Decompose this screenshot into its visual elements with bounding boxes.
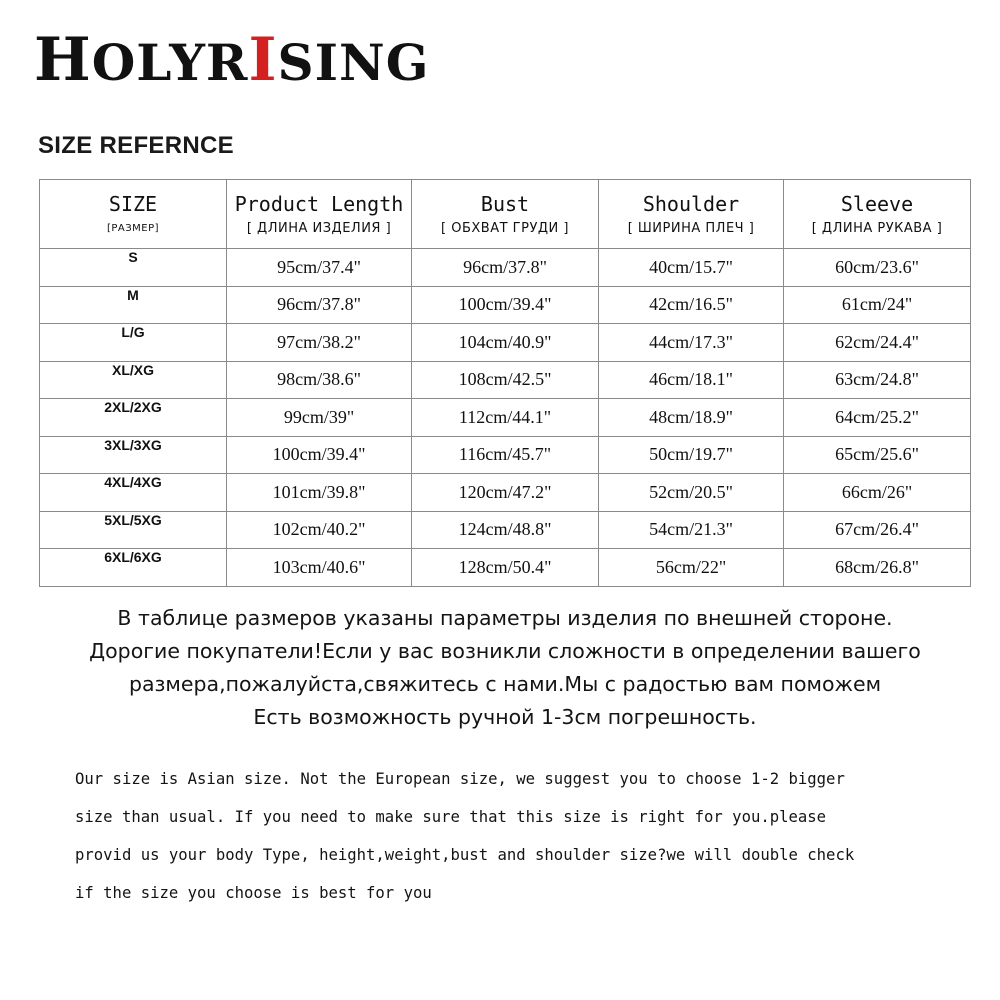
logo-part-2: SING	[277, 33, 430, 92]
length-cell: 99cm/39"	[227, 399, 412, 437]
page-title: SIZE REFERNCE	[38, 132, 234, 159]
shoulder-cell: 52cm/20.5"	[599, 474, 784, 512]
table-row	[40, 324, 971, 362]
length-cell: 97cm/38.2"	[227, 324, 412, 362]
size-cell: 4XL/4XG	[40, 474, 227, 512]
header-label: Product Length	[234, 192, 404, 216]
size-cell: S	[40, 249, 227, 287]
shoulder-cell: 42cm/16.5"	[599, 286, 784, 324]
size-table	[39, 179, 971, 587]
shoulder-cell: 40cm/15.7"	[599, 249, 784, 287]
russian-note-line: Есть возможность ручной 1-3см погрешность.	[253, 705, 757, 729]
header-label: Bust	[480, 192, 530, 216]
table-row	[40, 249, 971, 287]
header-bust	[412, 180, 599, 249]
header-label: Shoulder	[642, 192, 740, 216]
table-row	[40, 399, 971, 437]
table-row	[40, 549, 971, 587]
english-note	[75, 760, 990, 912]
header-size	[40, 180, 227, 249]
length-cell: 100cm/39.4"	[227, 436, 412, 474]
size-cell: 5XL/5XG	[40, 511, 227, 549]
sleeve-cell: 63cm/24.8"	[784, 361, 971, 399]
length-cell: 96cm/37.8"	[227, 286, 412, 324]
header-sublabel: [ ОБХВАТ ГРУДИ ]	[441, 221, 569, 236]
russian-note-line: Дорогие покупатели!Если у вас возникли сложности в определении вашего	[89, 639, 921, 663]
table-row	[40, 286, 971, 324]
russian-note-line: размера,пожалуйста,свяжитесь с нами.Мы с радостью вам поможем	[128, 672, 882, 696]
bust-cell: 112cm/44.1"	[412, 399, 599, 437]
sleeve-cell: 66cm/26"	[784, 474, 971, 512]
header-sublabel: [ ДЛИНА РУКАВА ]	[811, 221, 943, 236]
logo-part-1: OLYR	[91, 33, 249, 92]
header-label: SIZE	[108, 192, 158, 216]
size-cell: 6XL/6XG	[40, 549, 227, 587]
sleeve-cell: 68cm/26.8"	[784, 549, 971, 587]
shoulder-cell: 54cm/21.3"	[599, 511, 784, 549]
size-cell: 2XL/2XG	[40, 399, 227, 437]
bust-cell: 116cm/45.7"	[412, 436, 599, 474]
english-note-line: size than usual. If you need to make sure that this size is right for you.please	[75, 808, 827, 826]
table-row	[40, 361, 971, 399]
brand-logo	[34, 25, 430, 95]
sleeve-cell: 64cm/25.2"	[784, 399, 971, 437]
bust-cell: 96cm/37.8"	[412, 249, 599, 287]
bust-cell: 128cm/50.4"	[412, 549, 599, 587]
length-cell: 101cm/39.8"	[227, 474, 412, 512]
sleeve-cell: 67cm/26.4"	[784, 511, 971, 549]
sleeve-cell: 61cm/24"	[784, 286, 971, 324]
table-header-row	[40, 180, 971, 249]
header-sublabel: [ ШИРИНА ПЛЕЧ ]	[627, 221, 755, 236]
size-cell: M	[40, 286, 227, 324]
table-row	[40, 511, 971, 549]
shoulder-cell: 56cm/22"	[599, 549, 784, 587]
size-cell: L/G	[40, 324, 227, 362]
sleeve-cell: 65cm/25.6"	[784, 436, 971, 474]
sleeve-cell: 62cm/24.4"	[784, 324, 971, 362]
bust-cell: 104cm/40.9"	[412, 324, 599, 362]
bust-cell: 108cm/42.5"	[412, 361, 599, 399]
length-cell: 95cm/37.4"	[227, 249, 412, 287]
russian-note-line: В таблице размеров указаны параметры изделия по внешней стороне.	[117, 606, 893, 630]
shoulder-cell: 50cm/19.7"	[599, 436, 784, 474]
shoulder-cell: 48cm/18.9"	[599, 399, 784, 437]
russian-note	[20, 602, 990, 734]
bust-cell: 100cm/39.4"	[412, 286, 599, 324]
bust-cell: 120cm/47.2"	[412, 474, 599, 512]
english-note-line: Our size is Asian size. Not the European size, we suggest you to choose 1-2 bigger	[75, 770, 845, 788]
length-cell: 102cm/40.2"	[227, 511, 412, 549]
english-note-line: if the size you choose is best for you	[75, 884, 432, 902]
table-row	[40, 474, 971, 512]
logo-letter-i: I	[248, 25, 278, 95]
sleeve-cell: 60cm/23.6"	[784, 249, 971, 287]
header-label: Sleeve	[840, 192, 914, 216]
header-length	[227, 180, 412, 249]
header-shoulder	[599, 180, 784, 249]
header-sleeve	[784, 180, 971, 249]
shoulder-cell: 44cm/17.3"	[599, 324, 784, 362]
english-note-line: provid us your body Type, height,weight,bust and shoulder size?we will double check	[75, 846, 855, 864]
size-cell: XL/XG	[40, 361, 227, 399]
header-sublabel: [ ДЛИНА ИЗДЕЛИЯ ]	[246, 221, 392, 236]
length-cell: 103cm/40.6"	[227, 549, 412, 587]
header-sublabel: [РАЗМЕР]	[106, 223, 160, 234]
shoulder-cell: 46cm/18.1"	[599, 361, 784, 399]
length-cell: 98cm/38.6"	[227, 361, 412, 399]
bust-cell: 124cm/48.8"	[412, 511, 599, 549]
size-cell: 3XL/3XG	[40, 436, 227, 474]
table-row	[40, 436, 971, 474]
logo-letter-h: H	[34, 25, 92, 95]
